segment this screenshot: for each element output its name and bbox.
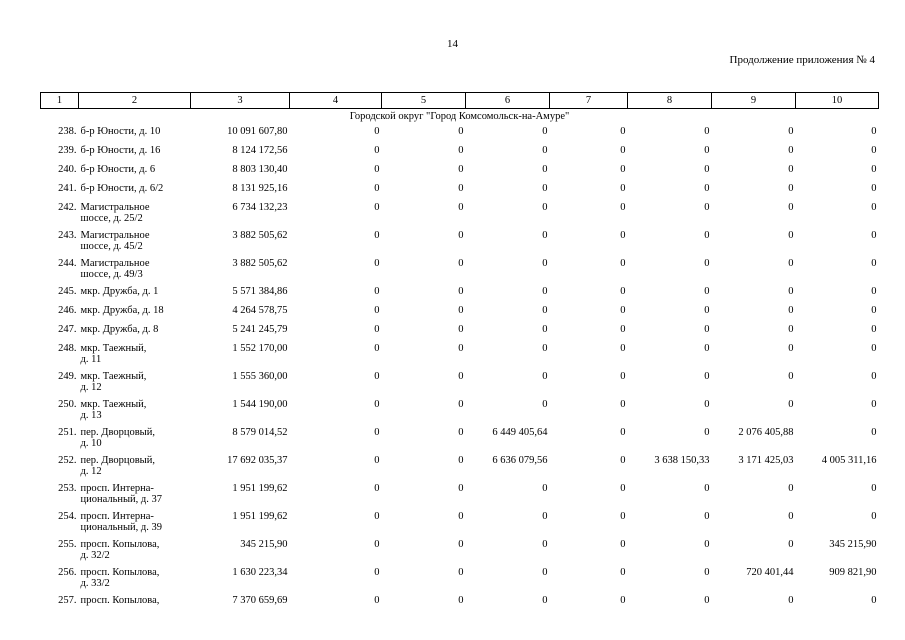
value-cell: 0: [542, 258, 548, 269]
row-number: 255.: [58, 539, 77, 550]
address-line: просп. Интерна-: [80, 483, 154, 494]
value-cell: 0: [788, 230, 794, 241]
address-line: шоссе, д. 25/2: [80, 213, 143, 224]
value-cell: 7 370 659,69: [232, 595, 288, 606]
value-cell: 0: [788, 371, 794, 382]
value-cell: 0: [704, 427, 710, 438]
address-line: шоссе, д. 49/3: [80, 269, 143, 280]
value-cell: 0: [458, 399, 464, 410]
address-cell: [79, 368, 191, 396]
value-cell: 0: [704, 539, 710, 550]
value-cell: 1 951 199,62: [232, 483, 288, 494]
value-cell: 0: [620, 595, 626, 606]
value-cell: 1 555 360,00: [232, 371, 288, 382]
address-line: б-р Юности, д. 16: [80, 145, 161, 156]
value-cell: 0: [871, 286, 877, 297]
value-cell: 0: [704, 126, 710, 137]
address-cell: [79, 564, 191, 592]
table-row: [41, 424, 879, 452]
address-line: д. 12: [80, 466, 102, 477]
address-cell: [79, 424, 191, 452]
column-header: 6: [466, 93, 550, 109]
value-cell: 0: [542, 183, 548, 194]
value-cell: 0: [704, 230, 710, 241]
value-cell: 720 401,44: [746, 567, 794, 578]
value-cell: 0: [458, 258, 464, 269]
address-line: мкр. Дружба, д. 1: [80, 286, 159, 297]
address-cell: [79, 480, 191, 508]
row-number: 244.: [58, 258, 77, 269]
value-cell: 3 638 150,33: [654, 455, 710, 466]
value-cell: 0: [788, 539, 794, 550]
value-cell: 0: [704, 286, 710, 297]
value-cell: 0: [458, 595, 464, 606]
value-cell: 0: [788, 399, 794, 410]
value-cell: 0: [788, 183, 794, 194]
value-cell: 0: [788, 258, 794, 269]
address-cell: [79, 161, 191, 180]
address-line: б-р Юности, д. 6/2: [80, 183, 164, 194]
value-cell: 6 636 079,56: [492, 455, 548, 466]
address-line: мкр. Таежный,: [80, 343, 147, 354]
address-line: Магистральное: [80, 230, 150, 241]
value-cell: 0: [871, 399, 877, 410]
value-cell: 0: [374, 567, 380, 578]
table-row: [41, 321, 879, 340]
value-cell: 0: [458, 567, 464, 578]
column-header: 10: [796, 93, 879, 109]
value-cell: 0: [374, 483, 380, 494]
value-cell: 0: [871, 202, 877, 213]
address-cell: [79, 255, 191, 283]
value-cell: 0: [620, 126, 626, 137]
value-cell: 0: [788, 595, 794, 606]
value-cell: 0: [542, 286, 548, 297]
table-row: [41, 368, 879, 396]
value-cell: 345 215,90: [829, 539, 877, 550]
table-row: [41, 123, 879, 142]
value-cell: 0: [542, 371, 548, 382]
value-cell: 0: [704, 202, 710, 213]
value-cell: 0: [458, 511, 464, 522]
section-title: Городской округ "Город Комсомольск-на-Амуре": [349, 111, 570, 122]
value-cell: 909 821,90: [829, 567, 877, 578]
table-row: [41, 396, 879, 424]
table-row: [41, 340, 879, 368]
address-cell: [79, 283, 191, 302]
address-cell: [79, 302, 191, 321]
address-cell: [79, 592, 191, 611]
value-cell: 0: [458, 483, 464, 494]
value-cell: 0: [458, 230, 464, 241]
address-line: Магистральное: [80, 258, 150, 269]
value-cell: 0: [374, 371, 380, 382]
value-cell: 0: [620, 145, 626, 156]
value-cell: 0: [704, 343, 710, 354]
column-header: 4: [290, 93, 382, 109]
address-line: мкр. Таежный,: [80, 399, 147, 410]
value-cell: 0: [871, 427, 877, 438]
value-cell: 345 215,90: [240, 539, 288, 550]
value-cell: 0: [374, 324, 380, 335]
address-cell: [79, 508, 191, 536]
value-cell: 0: [620, 324, 626, 335]
value-cell: 0: [542, 145, 548, 156]
value-cell: 0: [788, 202, 794, 213]
value-cell: 0: [542, 399, 548, 410]
row-number: 243.: [58, 230, 77, 241]
row-number: 238.: [58, 126, 77, 137]
value-cell: 0: [871, 230, 877, 241]
value-cell: 0: [374, 511, 380, 522]
value-cell: 0: [458, 539, 464, 550]
value-cell: 0: [620, 427, 626, 438]
value-cell: 0: [704, 483, 710, 494]
value-cell: 0: [374, 202, 380, 213]
value-cell: 0: [871, 126, 877, 137]
value-cell: 0: [620, 455, 626, 466]
value-cell: 0: [704, 305, 710, 316]
value-cell: 5 241 245,79: [232, 324, 288, 335]
table-row: [41, 255, 879, 283]
value-cell: 3 882 505,62: [232, 230, 288, 241]
row-number: 240.: [58, 164, 77, 175]
value-cell: 0: [374, 305, 380, 316]
column-header: 7: [550, 93, 628, 109]
value-cell: 0: [788, 286, 794, 297]
row-number: 241.: [58, 183, 77, 194]
column-header: 5: [382, 93, 466, 109]
value-cell: 0: [788, 483, 794, 494]
value-cell: 0: [374, 286, 380, 297]
value-cell: 0: [704, 145, 710, 156]
value-cell: 0: [542, 324, 548, 335]
value-cell: 0: [458, 183, 464, 194]
value-cell: 0: [458, 305, 464, 316]
value-cell: 0: [374, 427, 380, 438]
address-line: Магистральное: [80, 202, 150, 213]
value-cell: 0: [458, 427, 464, 438]
value-cell: 0: [542, 305, 548, 316]
data-table: [40, 92, 879, 611]
table-row: [41, 199, 879, 227]
value-cell: 0: [374, 595, 380, 606]
value-cell: 0: [374, 343, 380, 354]
value-cell: 8 131 925,16: [232, 183, 288, 194]
table-row: [41, 283, 879, 302]
value-cell: 0: [871, 305, 877, 316]
address-cell: [79, 452, 191, 480]
address-line: д. 12: [80, 382, 102, 393]
value-cell: 0: [374, 164, 380, 175]
address-cell: [79, 227, 191, 255]
value-cell: 0: [704, 567, 710, 578]
value-cell: 0: [620, 183, 626, 194]
value-cell: 0: [704, 595, 710, 606]
value-cell: 0: [871, 145, 877, 156]
address-cell: [79, 321, 191, 340]
value-cell: 0: [620, 305, 626, 316]
value-cell: 0: [374, 539, 380, 550]
value-cell: 0: [542, 511, 548, 522]
value-cell: 4 005 311,16: [821, 455, 877, 466]
value-cell: 0: [704, 399, 710, 410]
value-cell: 6 734 132,23: [232, 202, 288, 213]
value-cell: 10 091 607,80: [227, 126, 288, 137]
value-cell: 0: [788, 511, 794, 522]
table-row: [41, 452, 879, 480]
section-row: [41, 109, 879, 124]
table-row: [41, 564, 879, 592]
row-number: 239.: [58, 145, 77, 156]
value-cell: 0: [620, 164, 626, 175]
value-cell: 5 571 384,86: [232, 286, 288, 297]
value-cell: 0: [374, 258, 380, 269]
value-cell: 0: [871, 258, 877, 269]
value-cell: 0: [542, 483, 548, 494]
address-line: д. 32/2: [80, 550, 110, 561]
row-number: 245.: [58, 286, 77, 297]
value-cell: 2 076 405,88: [738, 427, 794, 438]
value-cell: 0: [458, 343, 464, 354]
value-cell: 0: [542, 539, 548, 550]
value-cell: 0: [704, 183, 710, 194]
value-cell: 0: [542, 164, 548, 175]
value-cell: 0: [871, 511, 877, 522]
value-cell: 0: [620, 371, 626, 382]
address-line: д. 11: [80, 354, 102, 365]
row-number: 248.: [58, 343, 77, 354]
value-cell: 0: [620, 567, 626, 578]
value-cell: 3 882 505,62: [232, 258, 288, 269]
table-row: [41, 227, 879, 255]
table-row: [41, 536, 879, 564]
value-cell: 0: [542, 126, 548, 137]
table-header-row: [41, 93, 879, 109]
value-cell: 8 579 014,52: [232, 427, 288, 438]
value-cell: 17 692 035,37: [227, 455, 288, 466]
address-line: циональный, д. 39: [80, 522, 163, 533]
value-cell: 0: [542, 202, 548, 213]
value-cell: 4 264 578,75: [232, 305, 288, 316]
table-row: [41, 302, 879, 321]
value-cell: 0: [458, 286, 464, 297]
value-cell: 0: [620, 258, 626, 269]
value-cell: 0: [871, 371, 877, 382]
value-cell: 0: [374, 455, 380, 466]
value-cell: 0: [458, 324, 464, 335]
value-cell: 0: [620, 539, 626, 550]
value-cell: 0: [458, 126, 464, 137]
address-cell: [79, 340, 191, 368]
value-cell: 0: [871, 164, 877, 175]
table-row: [41, 142, 879, 161]
value-cell: 0: [374, 126, 380, 137]
value-cell: 0: [458, 202, 464, 213]
appendix-continuation-title: Продолжение приложения № 4: [729, 54, 875, 66]
row-number: 256.: [58, 567, 77, 578]
value-cell: 8 124 172,56: [232, 145, 288, 156]
value-cell: 0: [788, 145, 794, 156]
row-number: 253.: [58, 483, 77, 494]
row-number: 246.: [58, 305, 77, 316]
value-cell: 0: [704, 258, 710, 269]
value-cell: 0: [788, 324, 794, 335]
value-cell: 0: [620, 511, 626, 522]
value-cell: 0: [542, 230, 548, 241]
table-row: [41, 180, 879, 199]
value-cell: 0: [620, 230, 626, 241]
value-cell: 0: [620, 202, 626, 213]
value-cell: 0: [704, 511, 710, 522]
column-header: 1: [41, 93, 79, 109]
value-cell: 0: [374, 399, 380, 410]
row-number: 250.: [58, 399, 77, 410]
table-row: [41, 161, 879, 180]
address-line: просп. Копылова,: [80, 567, 160, 578]
value-cell: 0: [374, 145, 380, 156]
value-cell: 0: [704, 324, 710, 335]
column-header: 9: [712, 93, 796, 109]
value-cell: 0: [458, 145, 464, 156]
address-cell: [79, 396, 191, 424]
value-cell: 1 951 199,62: [232, 511, 288, 522]
value-cell: 0: [374, 183, 380, 194]
value-cell: 0: [788, 343, 794, 354]
value-cell: 0: [374, 230, 380, 241]
row-number: 251.: [58, 427, 77, 438]
value-cell: 0: [458, 164, 464, 175]
value-cell: 0: [788, 126, 794, 137]
address-line: д. 13: [80, 410, 102, 421]
value-cell: 0: [871, 343, 877, 354]
address-line: циональный, д. 37: [80, 494, 163, 505]
value-cell: 0: [871, 324, 877, 335]
value-cell: 1 544 190,00: [232, 399, 288, 410]
value-cell: 0: [620, 399, 626, 410]
table-row: [41, 480, 879, 508]
address-line: просп. Копылова,: [80, 539, 160, 550]
value-cell: 0: [458, 371, 464, 382]
address-line: д. 33/2: [80, 578, 110, 589]
address-line: б-р Юности, д. 10: [80, 126, 161, 137]
value-cell: 0: [871, 183, 877, 194]
value-cell: 0: [871, 483, 877, 494]
address-line: просп. Копылова,: [80, 595, 160, 606]
table-row: [41, 592, 879, 611]
address-cell: [79, 180, 191, 199]
value-cell: 3 171 425,03: [738, 455, 794, 466]
value-cell: 0: [620, 483, 626, 494]
value-cell: 0: [704, 371, 710, 382]
value-cell: 0: [788, 164, 794, 175]
table-row: [41, 508, 879, 536]
row-number: 257.: [58, 595, 77, 606]
value-cell: 0: [458, 455, 464, 466]
value-cell: 1 630 223,34: [232, 567, 288, 578]
value-cell: 6 449 405,64: [492, 427, 548, 438]
address-line: пер. Дворцовый,: [80, 427, 155, 438]
value-cell: 0: [788, 305, 794, 316]
address-cell: [79, 142, 191, 161]
address-cell: [79, 199, 191, 227]
value-cell: 1 552 170,00: [232, 343, 288, 354]
value-cell: 0: [620, 286, 626, 297]
column-header: 2: [79, 93, 191, 109]
value-cell: 0: [542, 343, 548, 354]
row-number: 247.: [58, 324, 77, 335]
column-header: 3: [191, 93, 290, 109]
address-line: мкр. Дружба, д. 18: [80, 305, 164, 316]
address-line: мкр. Таежный,: [80, 371, 147, 382]
page-number: 14: [447, 38, 458, 50]
value-cell: 0: [542, 595, 548, 606]
value-cell: 8 803 130,40: [232, 164, 288, 175]
column-header: 8: [628, 93, 712, 109]
address-line: д. 10: [80, 438, 102, 449]
value-cell: 0: [871, 595, 877, 606]
row-number: 254.: [58, 511, 77, 522]
row-number: 249.: [58, 371, 77, 382]
address-line: б-р Юности, д. 6: [80, 164, 156, 175]
address-line: шоссе, д. 45/2: [80, 241, 143, 252]
value-cell: 0: [620, 343, 626, 354]
value-cell: 0: [704, 164, 710, 175]
address-line: мкр. Дружба, д. 8: [80, 324, 159, 335]
address-line: пер. Дворцовый,: [80, 455, 155, 466]
row-number: 242.: [58, 202, 77, 213]
value-cell: 0: [542, 567, 548, 578]
address-cell: [79, 536, 191, 564]
row-number: 252.: [58, 455, 77, 466]
address-line: просп. Интерна-: [80, 511, 154, 522]
address-cell: [79, 123, 191, 142]
